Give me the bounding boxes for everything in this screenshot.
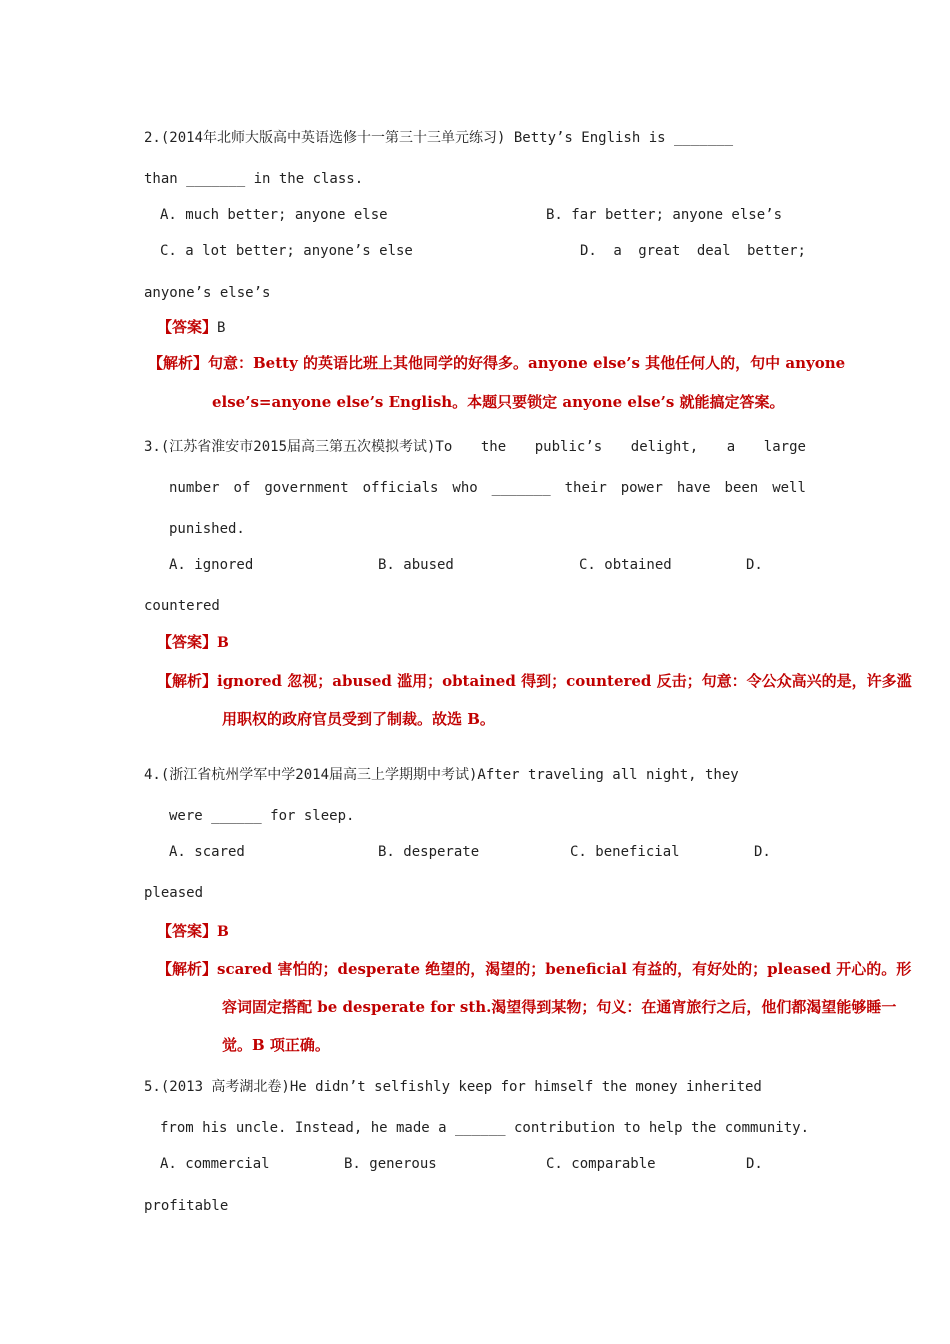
option-d-word: great bbox=[638, 243, 681, 259]
answer-value: B bbox=[217, 320, 226, 336]
stem-word: been bbox=[724, 480, 759, 496]
answer-value: B bbox=[217, 924, 229, 940]
question-3-stem-line2 bbox=[169, 478, 806, 498]
question-2-stem-line2: than _______ in the class. bbox=[144, 171, 364, 187]
answer-label: 【答案】 bbox=[157, 922, 218, 940]
option-d-word: a bbox=[613, 243, 622, 259]
stem-word: power bbox=[620, 480, 663, 496]
question-5-stem-line1: 5.(2013 高考湖北卷)He didn’t selfishly keep for himself the money inherited bbox=[144, 1079, 762, 1095]
stem-word: _______ bbox=[491, 480, 551, 496]
question-2-stem-line1: 2.(2014年北师大版高中英语选修十一第三十三单元练习) Betty’s English is _______ bbox=[144, 130, 734, 146]
option-d-word: D. bbox=[580, 243, 597, 259]
option-b: B. generous bbox=[344, 1156, 437, 1172]
option-d: D. bbox=[746, 557, 763, 573]
explanation-3-line1: 【解析】ignored 忽视；abused 滥用；obtained 得到；countered 反击；句意：令公众高兴的是，许多滥 bbox=[157, 672, 912, 690]
stem-word: officials bbox=[362, 480, 439, 496]
stem-word: public’s bbox=[534, 439, 603, 455]
option-d-wrap: anyone’s else’s bbox=[144, 285, 271, 301]
option-c: C. beneficial bbox=[570, 844, 680, 860]
answer-4 bbox=[157, 920, 229, 941]
option-a: A. scared bbox=[169, 844, 245, 860]
question-4-stem-line2: were ______ for sleep. bbox=[169, 808, 355, 824]
stem-word: of bbox=[233, 480, 251, 496]
stem-word: government bbox=[264, 480, 349, 496]
option-d-wrap: pleased bbox=[144, 885, 204, 901]
answer-label: 【答案】 bbox=[157, 633, 218, 651]
option-b: B. abused bbox=[378, 557, 454, 573]
explanation-4-line2: 容词固定搭配 be desperate for sth.渴望得到某物；句义：在通宵旅行之后，他们都渴望能够睡一 bbox=[222, 998, 897, 1016]
answer-label: 【答案】 bbox=[157, 318, 218, 336]
answer-value: B bbox=[217, 635, 229, 651]
stem-word: the bbox=[480, 439, 507, 455]
option-d-word: deal bbox=[696, 243, 731, 259]
answer-3 bbox=[157, 631, 229, 652]
option-c: C. a lot better; anyone’s else bbox=[160, 243, 413, 259]
option-d-wrap: countered bbox=[144, 598, 220, 614]
answer-2 bbox=[157, 316, 225, 337]
stem-word: have bbox=[676, 480, 711, 496]
option-a: A. much better; anyone else bbox=[160, 207, 388, 223]
explanation-3-line2: 用职权的政府官员受到了制裁。故选 B。 bbox=[222, 710, 495, 728]
option-a: A. ignored bbox=[169, 557, 254, 573]
stem-word: their bbox=[564, 480, 607, 496]
option-d: D. bbox=[746, 1156, 763, 1172]
stem-word: well bbox=[772, 480, 806, 496]
question-4-stem-line1: 4.(浙江省杭州学军中学2014届高三上学期期中考试)After traveling all night, they bbox=[144, 767, 739, 783]
question-3-stem-line3: punished. bbox=[169, 521, 245, 537]
stem-word: who bbox=[452, 480, 478, 496]
explanation-4-line3: 觉。B 项正确。 bbox=[222, 1036, 330, 1054]
stem-word: a bbox=[726, 439, 736, 455]
stem-word: delight, bbox=[630, 439, 699, 455]
option-a: A. commercial bbox=[160, 1156, 270, 1172]
stem-word: number bbox=[169, 480, 220, 496]
question-3-stem-line1 bbox=[144, 437, 806, 457]
option-d-wrap: profitable bbox=[144, 1198, 229, 1214]
stem-word: 3.(江苏省淮安市2015届高三第五次模拟考试)To bbox=[144, 439, 453, 455]
question-5-stem-line2: from his uncle. Instead, he made a ______ contribution to help the community. bbox=[160, 1120, 810, 1136]
explanation-2-line1: 【解析】句意：Betty 的英语比班上其他同学的好得多。anyone else’s 其他任何人的，句中 anyone bbox=[148, 354, 846, 372]
option-d-word: better; bbox=[746, 243, 806, 259]
option-d: D. bbox=[754, 844, 771, 860]
option-c: C. obtained bbox=[579, 557, 672, 573]
option-b: B. far better; anyone else’s bbox=[546, 207, 783, 223]
explanation-4-line1: 【解析】scared 害怕的；desperate 绝望的，渴望的；beneficial 有益的，有好处的；pleased 开心的。形 bbox=[157, 960, 912, 978]
option-d bbox=[580, 241, 806, 261]
option-b: B. desperate bbox=[378, 844, 480, 860]
option-c: C. comparable bbox=[546, 1156, 656, 1172]
explanation-2-line2: else’s=anyone else’s English。本题只要锁定 anyone else’s 就能搞定答案。 bbox=[212, 393, 785, 411]
stem-word: large bbox=[763, 439, 806, 455]
